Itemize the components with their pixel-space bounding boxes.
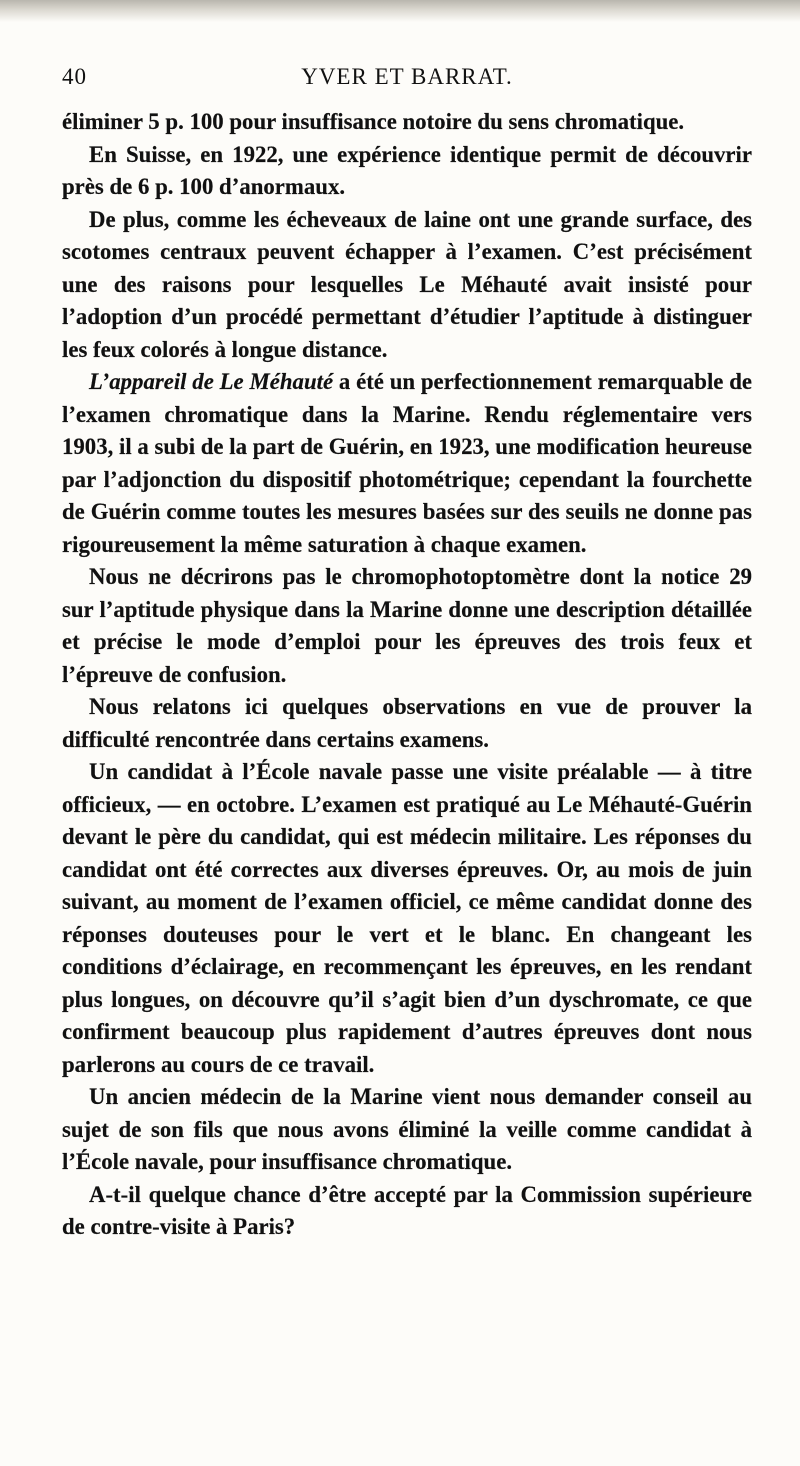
page-number: 40 [62, 64, 87, 89]
paragraph: Un ancien médecin de la Marine vient nous demander conseil au sujet de son fils que nous avons éliminé la veille comme candidat à l’École navale, pour insuffisance chromatique. [62, 1084, 752, 1174]
running-head: YVER ET BARRAT. [301, 64, 513, 89]
scan-edge-shadow [0, 0, 800, 22]
paragraph: Nous relatons ici quelques observations en vue de prouver la difficulté rencontrée dans certains examens. [62, 694, 752, 752]
italic-title: L’appareil de Le Méhauté [89, 369, 334, 394]
paragraph: Un candidat à l’École navale passe une visite préalable — à titre officieux, — en octobre. L’examen est pratiqué au Le Méhauté-Guérin devant le père du candidat, qui est médecin militaire. Les réponses du candidat ont été correctes aux diverses épreuves. Or, au mois de juin suivant, au moment de l’examen officiel, ce même candidat donne des réponses douteuses pour le vert et le blanc. En changeant les conditions d’éclairage, en recommençant les épreuves, en les rendant plus longues, on découvre qu’il s’agit bien d’un dyschromate, ce que confirment beaucoup plus rapidement d’autres épreuves dont nous parlerons au cours de ce travail. [62, 759, 752, 1077]
paragraph: A-t-il quelque chance d’être accepté par la Commission supérieure de contre-visite à Paris? [62, 1181, 752, 1239]
paragraph: Nous ne décrirons pas le chromophotoptomètre dont la notice 29 sur l’aptitude physique dans la Marine donne une description détaillée et précise le mode d’emploi pour les épreuves des trois feux et l’épreuve de confusion. [62, 564, 752, 687]
paragraph: En Suisse, en 1922, une expérience identique permit de découvrir près de 6 p. 100 d’anormaux. [62, 141, 752, 199]
book-page [62, 64, 752, 1244]
paragraph-text: a été un perfectionnement remarquable de l’examen chromatique dans la Marine. Rendu réglementaire vers 1903, il a subi de la part de Guérin, en 1923, une modification heureuse par l’adjonction du dispositif photométrique; cependant la fourchette de Guérin comme toutes les mesures basées sur des seuils ne donne pas rigoureusement la même saturation à chaque examen. [62, 369, 752, 557]
paragraph: éliminer 5 p. 100 pour insuffisance notoire du sens chromatique. [62, 109, 685, 134]
paragraph [62, 366, 752, 561]
page-header [62, 64, 752, 100]
body-text [62, 106, 752, 1244]
paragraph: De plus, comme les écheveaux de laine ont une grande surface, des scotomes centraux peuvent échapper à l’examen. C’est précisément une des raisons pour lesquelles Le Méhauté avait insisté pour l’adoption d’un procédé permettant d’étudier l’aptitude à distinguer les feux colorés à longue distance. [62, 206, 752, 362]
